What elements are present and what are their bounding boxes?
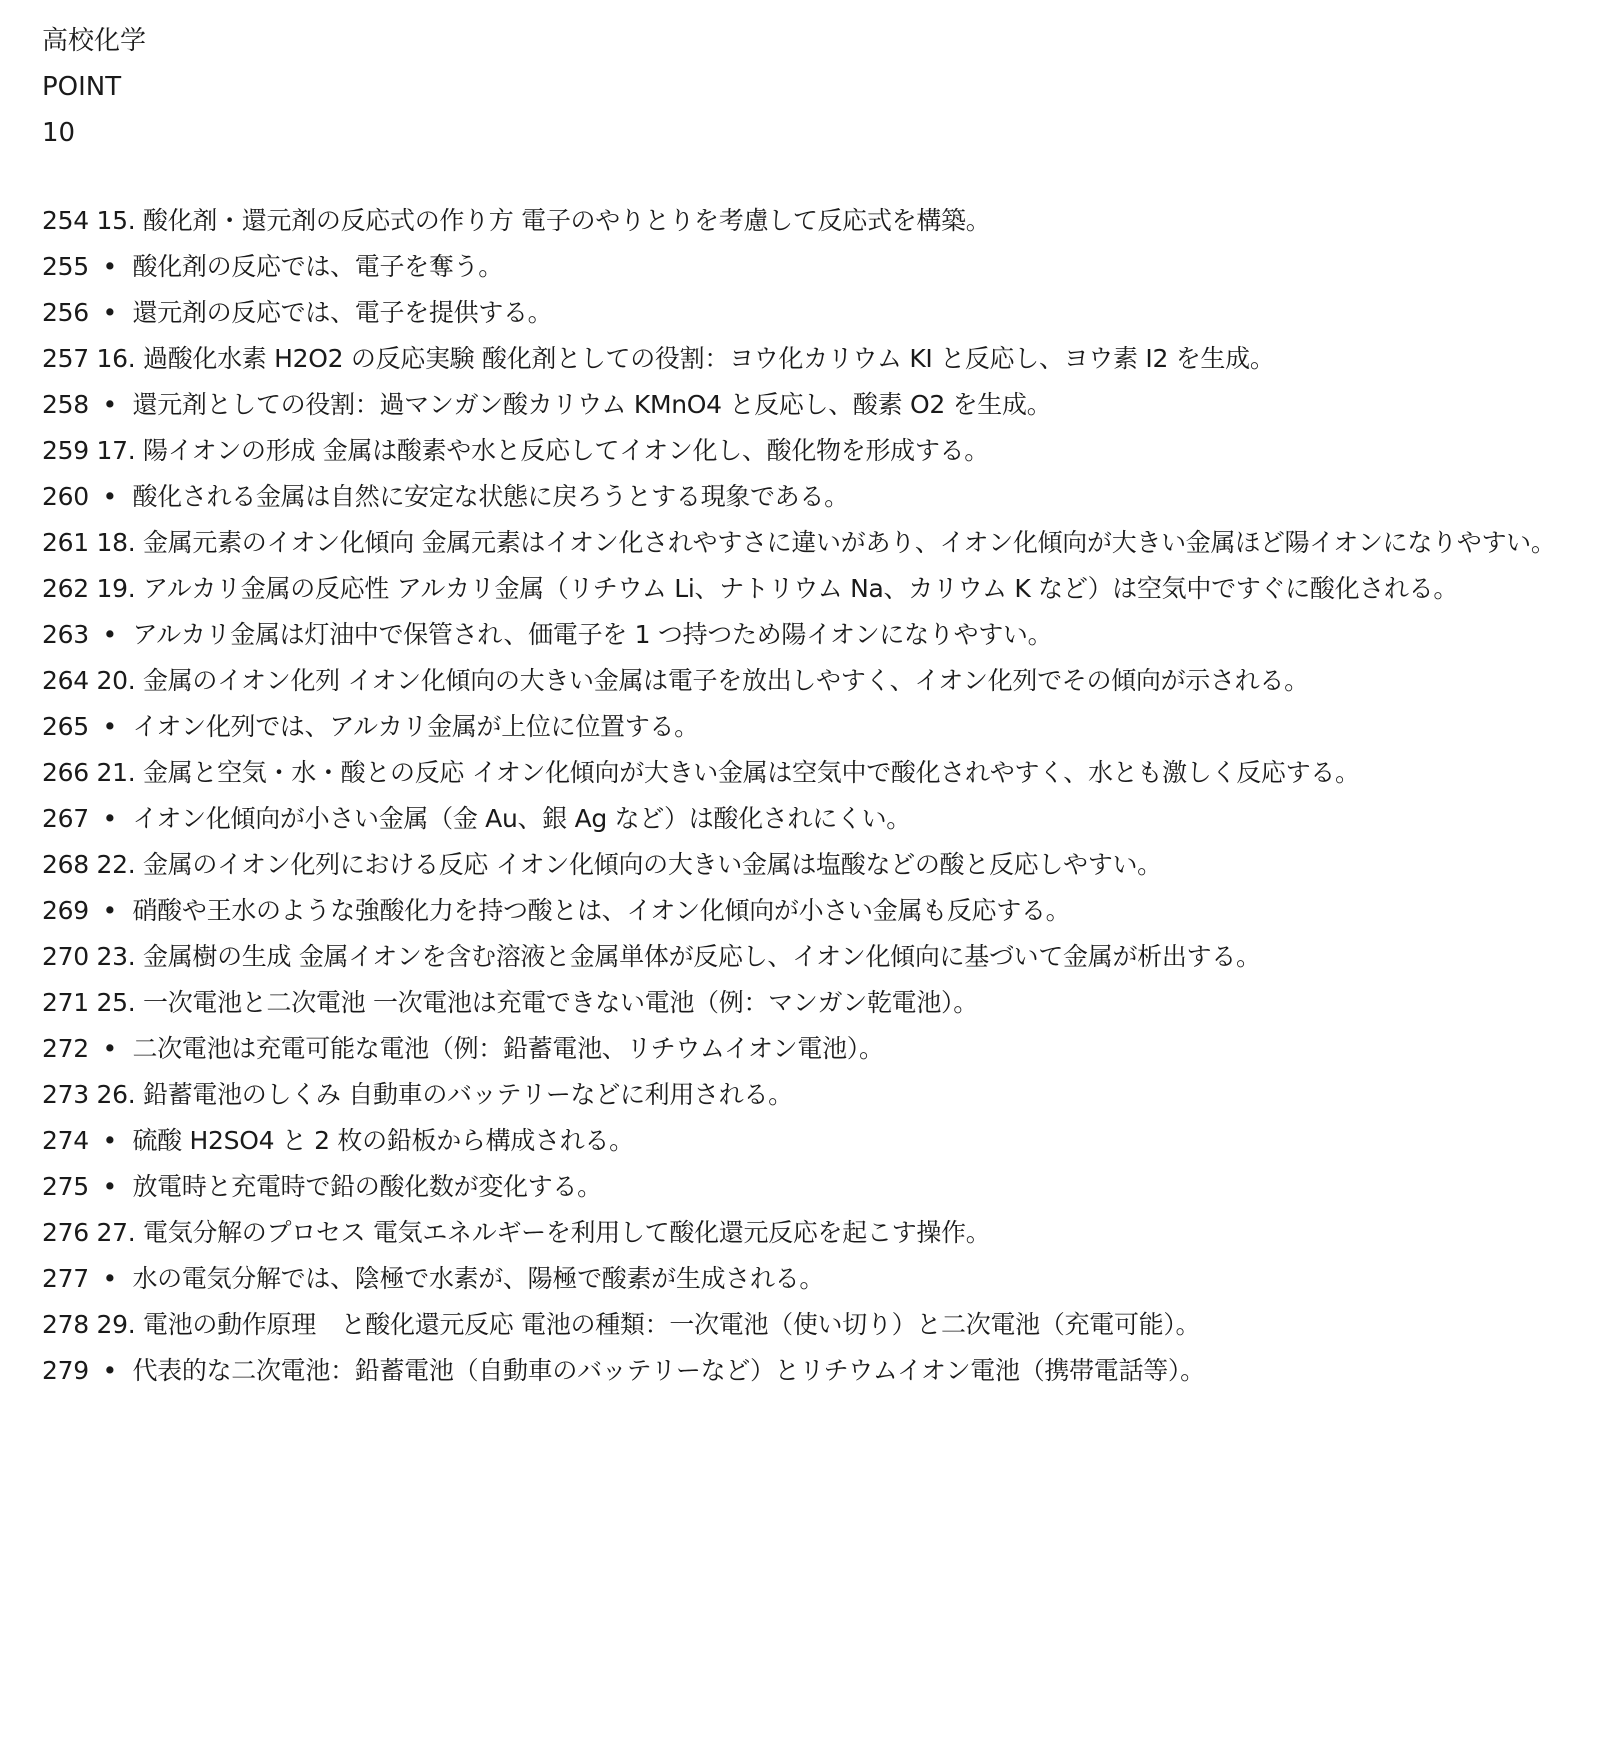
- line-text: 酸化される金属は自然に安定な状態に戻ろうとする現象である。: [132, 482, 849, 511]
- line-number: 262: [42, 574, 89, 603]
- bullet-marker: •: [102, 482, 117, 511]
- list-item: [42, 520, 1572, 566]
- line-number: 257: [42, 344, 89, 373]
- line-text: 二次電池は充電可能な電池（例：鉛蓄電池、リチウムイオン電池）。: [132, 1034, 884, 1063]
- line-text: イオン化列では、アルカリ金属が上位に位置する。: [132, 712, 699, 741]
- subject-title: 高校化学: [42, 26, 147, 56]
- bullet-marker: •: [102, 1264, 117, 1293]
- item-marker: 19.: [96, 574, 136, 603]
- line-text: 酸化剤の反応では、電子を奪う。: [132, 252, 503, 281]
- list-item: [42, 290, 1572, 336]
- item-marker: 26.: [96, 1080, 136, 1109]
- bullet-marker: •: [102, 804, 117, 833]
- line-number: 256: [42, 298, 89, 327]
- line-number: 274: [42, 1126, 89, 1155]
- list-item: [42, 980, 1572, 1026]
- list-item: [42, 1256, 1572, 1302]
- list-item: [42, 1302, 1572, 1348]
- line-text: 金属樹の生成 金属イオンを含む溶液と金属単体が反応し、イオン化傾向に基づいて金属が析出する。: [143, 942, 1261, 971]
- line-text: 電池の動作原理 と酸化還元反応 電池の種類：一次電池（使い切り）と二次電池（充電可能）。: [143, 1310, 1201, 1339]
- line-number: 261: [42, 528, 89, 557]
- point-label: POINT: [42, 72, 122, 102]
- list-item: [42, 796, 1572, 842]
- line-number: 267: [42, 804, 89, 833]
- line-number: 278: [42, 1310, 89, 1339]
- line-number: 273: [42, 1080, 89, 1109]
- list-item: [42, 888, 1572, 934]
- bullet-marker: •: [102, 1356, 117, 1385]
- line-number: 269: [42, 896, 89, 925]
- line-number: 271: [42, 988, 89, 1017]
- item-marker: 16.: [96, 344, 136, 373]
- bullet-marker: •: [102, 620, 117, 649]
- bullet-marker: •: [102, 390, 117, 419]
- line-text: アルカリ金属は灯油中で保管され、価電子を 1 つ持つため陽イオンになりやすい。: [132, 620, 1053, 649]
- line-text: イオン化傾向が小さい金属（金 Au、銀 Ag など）は酸化されにくい。: [132, 804, 911, 833]
- list-item: [42, 198, 1572, 244]
- item-marker: 17.: [96, 436, 136, 465]
- line-number: 268: [42, 850, 89, 879]
- list-item: [42, 704, 1572, 750]
- line-text: 鉛蓄電池のしくみ 自動車のバッテリーなどに利用される。: [143, 1080, 793, 1109]
- bullet-marker: •: [102, 252, 117, 281]
- bullet-marker: •: [102, 1126, 117, 1155]
- item-marker: 23.: [96, 942, 136, 971]
- item-marker: 25.: [96, 988, 136, 1017]
- item-marker: 27.: [96, 1218, 136, 1247]
- line-text: 還元剤としての役割：過マンガン酸カリウム KMnO4 と反応し、酸素 O2 を生成。: [132, 390, 1052, 419]
- line-number: 258: [42, 390, 89, 419]
- line-number: 265: [42, 712, 89, 741]
- list-item: [42, 842, 1572, 888]
- list-item: [42, 750, 1572, 796]
- line-text: 金属元素のイオン化傾向 金属元素はイオン化されやすさに違いがあり、イオン化傾向が大きい金属ほど陽イオンになりやすい。: [143, 528, 1556, 557]
- line-number: 272: [42, 1034, 89, 1063]
- list-item: [42, 658, 1572, 704]
- list-item: [42, 1072, 1572, 1118]
- item-marker: 29.: [96, 1310, 136, 1339]
- line-text: 一次電池と二次電池 一次電池は充電できない電池（例：マンガン乾電池）。: [143, 988, 978, 1017]
- line-number: 260: [42, 482, 89, 511]
- line-number: 264: [42, 666, 89, 695]
- line-text: 陽イオンの形成 金属は酸素や水と反応してイオン化し、酸化物を形成する。: [143, 436, 989, 465]
- line-text: 還元剤の反応では、電子を提供する。: [132, 298, 553, 327]
- line-number: 259: [42, 436, 89, 465]
- line-number: 276: [42, 1218, 89, 1247]
- list-item: [42, 336, 1572, 382]
- line-text: 酸化剤・還元剤の反応式の作り方 電子のやりとりを考慮して反応式を構築。: [143, 206, 991, 235]
- line-text: 金属のイオン化列 イオン化傾向の大きい金属は電子を放出しやすく、イオン化列でその傾向が示される。: [143, 666, 1309, 695]
- line-number: 275: [42, 1172, 89, 1201]
- bullet-marker: •: [102, 298, 117, 327]
- item-marker: 20.: [96, 666, 136, 695]
- line-text: 代表的な二次電池：鉛蓄電池（自動車のバッテリーなど）とリチウムイオン電池（携帯電話等）。: [132, 1356, 1205, 1385]
- line-text: 電気分解のプロセス 電気エネルギーを利用して酸化還元反応を起こす操作。: [143, 1218, 991, 1247]
- list-item: [42, 612, 1572, 658]
- list-item: [42, 1164, 1572, 1210]
- line-number: 277: [42, 1264, 89, 1293]
- item-marker: 21.: [96, 758, 136, 787]
- line-text: アルカリ金属の反応性 アルカリ金属（リチウム Li、ナトリウム Na、カリウム K など）は空気中ですぐに酸化される。: [143, 574, 1459, 603]
- list-item: [42, 1348, 1572, 1394]
- line-text: 放電時と充電時で鉛の酸化数が変化する。: [132, 1172, 602, 1201]
- line-text: 硫酸 H2SO4 と 2 枚の鉛板から構成される。: [132, 1126, 634, 1155]
- list-item: [42, 1118, 1572, 1164]
- bullet-marker: •: [102, 1172, 117, 1201]
- bullet-marker: •: [102, 1034, 117, 1063]
- list-item: [42, 934, 1572, 980]
- bullet-marker: •: [102, 712, 117, 741]
- line-text: 金属のイオン化列における反応 イオン化傾向の大きい金属は塩酸などの酸と反応しやすい。: [143, 850, 1162, 879]
- line-number: 263: [42, 620, 89, 649]
- list-item: [42, 1026, 1572, 1072]
- line-number: 254: [42, 206, 89, 235]
- list-item: [42, 566, 1572, 612]
- line-number: 270: [42, 942, 89, 971]
- list-item: [42, 382, 1572, 428]
- numbered-line-list: [42, 198, 1572, 1394]
- line-number: 266: [42, 758, 89, 787]
- line-text: 過酸化水素 H2O2 の反応実験 酸化剤としての役割：ヨウ化カリウム KI と反応し、ヨウ素 I2 を生成。: [143, 344, 1275, 373]
- line-text: 水の電気分解では、陰極で水素が、陽極で酸素が生成される。: [132, 1264, 825, 1293]
- document-header: [42, 18, 146, 156]
- item-marker: 15.: [96, 206, 136, 235]
- bullet-marker: •: [102, 896, 117, 925]
- item-marker: 18.: [96, 528, 136, 557]
- list-item: [42, 1210, 1572, 1256]
- line-number: 255: [42, 252, 89, 281]
- line-number: 279: [42, 1356, 89, 1385]
- list-item: [42, 474, 1572, 520]
- list-item: [42, 428, 1572, 474]
- item-marker: 22.: [96, 850, 136, 879]
- list-item: [42, 244, 1572, 290]
- point-count: 10: [42, 118, 76, 148]
- line-text: 硝酸や王水のような強酸化力を持つ酸とは、イオン化傾向が小さい金属も反応する。: [132, 896, 1071, 925]
- line-text: 金属と空気・水・酸との反応 イオン化傾向が大きい金属は空気中で酸化されやすく、水とも激しく反応する。: [143, 758, 1360, 787]
